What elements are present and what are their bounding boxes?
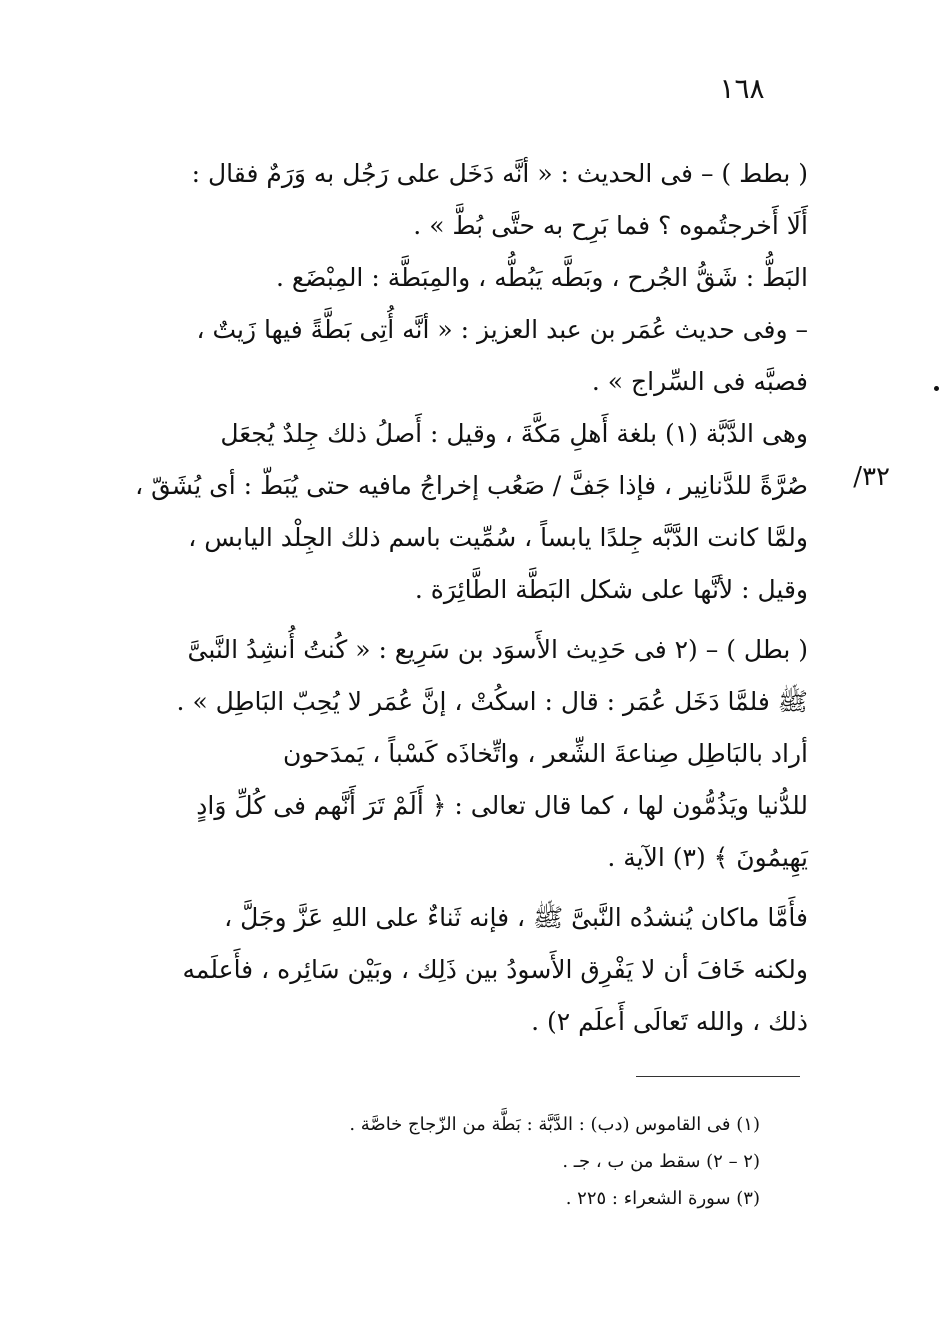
- text-line: يَهِيمُونَ ﴾ (٣) الآية .: [607, 843, 808, 872]
- page-number: ١٦٨: [719, 72, 765, 105]
- text-line: صُرَّةً للدَّنانِير ، فإذا جَفَّ / صَعُب إخراجُ مافيه حتى يُبَطّ : أى يُشَقّ ،: [135, 471, 808, 500]
- scan-speck: [934, 386, 939, 391]
- footnotes: [200, 1106, 760, 1217]
- text-line: أَلَا أَخرجتُموه ؟ فما بَرِح به حتَّى بُطَّ » .: [413, 211, 808, 240]
- footnote: (٢ – ٢) سقط من ب ، جـ .: [562, 1151, 760, 1172]
- text-line: ولكنه خَافَ أن لا يَفْرِق الأَسودُ بين ذَلِك ، وبَيْن سَائِره ، فأَعلَمه: [182, 955, 808, 984]
- text-line: وقيل : لأنَّها على شكل البَطَّة الطَّائِرَة .: [414, 575, 808, 604]
- footnote: (١) فى القاموس (دب) : الدَّبَّة : بَطَّة من الزّجاج خاصَّة .: [349, 1114, 760, 1135]
- footnote: (٣) سورة الشعراء : ٢٢٥ .: [565, 1188, 760, 1209]
- text-line: ولمَّا كانت الدَّبَّه جِلدًا يابساً ، سُمِّيت باسم ذلك الجِلْد اليابس ،: [188, 523, 808, 552]
- margin-page-reference: /٣٢: [853, 462, 890, 492]
- text-line: أراد بالبَاطِل صِناعةَ الشِّعر ، واتِّخاذَه كَسْباً ، يَمدَحون: [282, 739, 808, 768]
- text-line: فصبَّه فى السِّراج » .: [591, 367, 808, 396]
- text-line: فأَمَّا ماكان يُنشدُه النَّبىَّ ﷺ ، فإنه ثَناءٌ على اللهِ عَزَّ وجَلَّ ،: [224, 903, 808, 932]
- text-line: للدُّنيا ويَذُمُّون لها ، كما قال تعالى : ﴿ أَلَمْ تَرَ أَنَّهم فى كُلِّ وَادٍ: [196, 791, 808, 820]
- text-line: – وفى حديث عُمَر بن عبد العزيز : « أنَّه أُتِى بَطَّةً فيها زَيتٌ ،: [196, 315, 808, 344]
- text-line: وهى الدَّبَّة (١) بلغة أَهلِ مَكَّةَ ، وقيل : أَصلُ ذلك جِلدٌ يُجعَل: [220, 419, 808, 448]
- text-line: ( بطل ) – (٢ فى حَدِيث الأَسوَد بن سَرِيع : « كُنتُ أُنشِدُ النَّبىَّ: [187, 635, 808, 664]
- main-text: [128, 148, 808, 1048]
- footnote-divider: [636, 1076, 800, 1077]
- text-line: ﷺ فلمَّا دَخَل عُمَر : قال : اسكُتْ ، إنَّ عُمَر لا يُحِبّ البَاطِل » .: [176, 687, 808, 716]
- text-line: ذلك ، والله تَعالَى أَعلَم ٢) .: [531, 1007, 808, 1036]
- text-line: ( بطط ) – فى الحديث : « أنَّه دَخَل على رَجُل به وَرَمٌ فقال :: [191, 159, 808, 188]
- text-line: البَطُّ : شَقُّ الجُرح ، وبَطَّه يَبُطُّه ، والمِبَطَّة : المِبْضَع .: [275, 263, 808, 292]
